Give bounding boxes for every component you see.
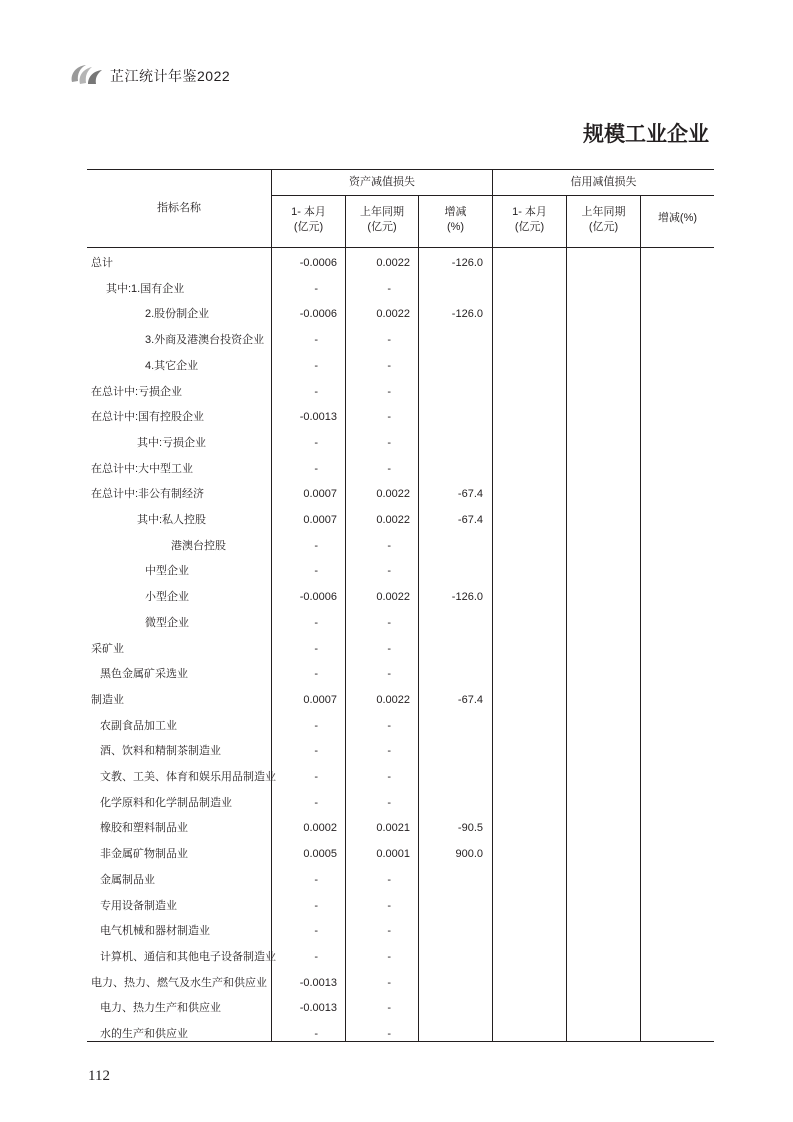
value-cell: -67.4 <box>457 488 483 501</box>
value-cell: 0.0022 <box>376 257 410 269</box>
subheader-line: 上年同期 <box>360 206 404 218</box>
table-header-rule <box>87 247 714 248</box>
value-cell: - <box>387 565 391 578</box>
subheader-prior <box>567 205 640 235</box>
value-cell: - <box>314 616 318 629</box>
value-cell: 0.0022 <box>376 693 410 706</box>
value-cell: - <box>387 616 391 629</box>
table-row <box>87 687 714 713</box>
value-cell: 0.0022 <box>376 308 410 321</box>
row-label: 在总计中:大中型工业 <box>91 462 194 475</box>
table-row <box>87 918 714 944</box>
value-cell: 0.0021 <box>376 822 410 835</box>
row-label: 在总计中:国有控股企业 <box>91 411 205 424</box>
value-cell: - <box>387 411 391 424</box>
value-cell: -90.5 <box>457 822 483 835</box>
value-cell: - <box>314 1028 318 1040</box>
value-cell: - <box>387 642 391 655</box>
row-label: 港澳台控股 <box>171 539 226 552</box>
table-row <box>87 379 714 405</box>
value-cell: 0.0005 <box>303 848 337 861</box>
table-row <box>87 250 714 276</box>
yearbook-logo-icon <box>68 62 106 88</box>
group-rule-asset <box>272 195 492 196</box>
row-label: 3.外商及港澳台投资企业 <box>145 334 265 347</box>
table-row <box>87 790 714 816</box>
row-label: 专用设备制造业 <box>100 899 177 912</box>
table-row <box>87 404 714 430</box>
row-label: 化学原料和化学制品制造业 <box>100 796 232 809</box>
value-cell: -0.0006 <box>299 308 337 321</box>
table-row <box>87 636 714 662</box>
value-cell: - <box>314 334 318 347</box>
value-cell: - <box>387 334 391 347</box>
value-cell: - <box>314 462 318 475</box>
subheader-line: 增减 <box>444 206 467 218</box>
value-cell: - <box>387 976 391 989</box>
table-row <box>87 456 714 482</box>
table-row <box>87 738 714 764</box>
subheader-unit: (亿元) <box>293 221 324 233</box>
subheader-change <box>641 211 714 226</box>
value-cell: - <box>387 925 391 938</box>
table-row <box>87 661 714 687</box>
value-cell: - <box>387 719 391 732</box>
value-cell: -0.0006 <box>299 591 337 604</box>
value-cell: 0.0007 <box>303 488 337 501</box>
table-row <box>87 584 714 610</box>
table-row <box>87 893 714 919</box>
subheader-unit: (亿元) <box>367 221 397 233</box>
value-cell: - <box>314 539 318 552</box>
subheader-unit: (亿元) <box>588 221 619 233</box>
value-cell: - <box>314 950 318 963</box>
row-label: 4.其它企业 <box>145 359 199 372</box>
row-label: 采矿业 <box>91 642 124 655</box>
value-cell: -0.0013 <box>299 1002 337 1015</box>
value-cell: - <box>387 462 391 475</box>
table-row <box>87 327 714 353</box>
value-cell: - <box>314 771 318 783</box>
table-row <box>87 610 714 636</box>
value-cell: - <box>387 873 391 886</box>
value-cell: -126.0 <box>451 308 483 321</box>
table-row <box>87 713 714 739</box>
group-header-credit-impairment: 信用减值损失 <box>570 176 637 188</box>
table-row <box>87 430 714 456</box>
book-title: 芷江统计年鉴2022 <box>110 68 231 84</box>
value-cell: - <box>314 745 318 758</box>
row-label: 电气机械和器材制造业 <box>100 925 210 938</box>
value-cell: 0.0022 <box>376 591 410 604</box>
table-row <box>87 841 714 867</box>
row-label: 金属制品业 <box>100 873 155 886</box>
subheader-line: 上年同期 <box>581 206 626 218</box>
row-label: 总计 <box>91 257 113 269</box>
value-cell: - <box>314 719 318 732</box>
value-cell: -0.0013 <box>299 976 337 989</box>
value-cell: - <box>387 899 391 912</box>
value-cell: - <box>387 282 391 295</box>
row-label: 橡胶和塑料制品业 <box>100 822 188 835</box>
row-label: 电力、热力、燃气及水生产和供应业 <box>91 976 267 989</box>
subheader-current <box>272 205 345 235</box>
value-cell: -126.0 <box>451 257 483 269</box>
group-rule-credit <box>493 195 714 196</box>
table-row <box>87 944 714 970</box>
row-label: 文教、工美、体育和娱乐用品制造业 <box>100 771 276 783</box>
group-header-asset-impairment: 资产减值损失 <box>349 176 415 188</box>
row-label: 黑色金属矿采选业 <box>100 668 188 681</box>
table-row <box>87 815 714 841</box>
subheader-current <box>493 205 566 235</box>
row-label: 其中:1.国有企业 <box>106 282 185 295</box>
table-row <box>87 353 714 379</box>
value-cell: - <box>314 642 318 655</box>
table-row <box>87 481 714 507</box>
row-label: 计算机、通信和其他电子设备制造业 <box>100 950 276 963</box>
section-title: 规模工业企业 <box>583 123 709 146</box>
row-label: 制造业 <box>91 693 124 706</box>
table-row <box>87 995 714 1021</box>
value-cell: - <box>314 565 318 578</box>
value-cell: 900.0 <box>455 848 483 861</box>
table-row <box>87 533 714 559</box>
value-cell: -0.0006 <box>299 257 337 269</box>
row-label: 其中:私人控股 <box>137 514 207 526</box>
subheader-prior <box>346 205 418 235</box>
value-cell: 0.0007 <box>303 693 337 706</box>
value-cell: - <box>314 873 318 886</box>
row-label: 非金属矿物制品业 <box>100 848 188 861</box>
value-cell: - <box>387 359 391 372</box>
value-cell: -126.0 <box>451 591 483 604</box>
subheader-line: 1- 本月 <box>291 206 326 218</box>
value-cell: -67.4 <box>457 693 483 706</box>
value-cell: 0.0022 <box>376 488 410 501</box>
row-label: 酒、饮料和精制茶制造业 <box>100 745 221 758</box>
value-cell: -0.0013 <box>299 411 337 424</box>
value-cell: - <box>387 385 391 398</box>
value-cell: - <box>387 745 391 758</box>
row-label: 其中:亏损企业 <box>137 436 207 449</box>
value-cell: 0.0001 <box>376 848 410 861</box>
table-row <box>87 970 714 996</box>
value-cell: - <box>387 539 391 552</box>
value-cell: - <box>314 385 318 398</box>
value-cell: - <box>314 796 318 809</box>
value-cell: 0.0007 <box>303 514 337 526</box>
row-label: 中型企业 <box>145 565 189 578</box>
value-cell: 0.0002 <box>303 822 337 835</box>
value-cell: - <box>387 668 391 681</box>
value-cell: -67.4 <box>457 514 483 526</box>
page-number: 112 <box>88 1068 110 1084</box>
row-label: 微型企业 <box>145 616 189 629</box>
value-cell: - <box>387 1002 391 1015</box>
value-cell: - <box>387 1028 391 1040</box>
value-cell: - <box>314 925 318 938</box>
row-header-label: 指标名称 <box>157 202 201 214</box>
value-cell: - <box>314 668 318 681</box>
table-top-rule <box>87 169 714 170</box>
subheader-unit: (亿元) <box>514 221 545 233</box>
table-row <box>87 764 714 790</box>
row-label: 农副食品加工业 <box>100 719 177 732</box>
value-cell: - <box>387 436 391 449</box>
subheader-unit: (%) <box>446 221 465 233</box>
row-label: 电力、热力生产和供应业 <box>100 1002 221 1015</box>
value-cell: - <box>314 282 318 295</box>
value-cell: - <box>387 796 391 809</box>
table-row <box>87 1021 714 1047</box>
table-row <box>87 507 714 533</box>
row-label: 小型企业 <box>145 591 189 604</box>
row-label: 在总计中:非公有制经济 <box>91 488 205 501</box>
subheader-line: 1- 本月 <box>512 206 547 218</box>
value-cell: - <box>387 771 391 783</box>
subheader-line: 增减(%) <box>657 212 698 224</box>
table-row <box>87 558 714 584</box>
value-cell: 0.0022 <box>376 514 410 526</box>
subheader-change <box>419 205 492 235</box>
table-row <box>87 867 714 893</box>
table-row <box>87 276 714 302</box>
value-cell: - <box>314 899 318 912</box>
value-cell: - <box>314 359 318 372</box>
row-label: 在总计中:亏损企业 <box>91 385 183 398</box>
value-cell: - <box>387 950 391 963</box>
row-label: 水的生产和供应业 <box>100 1028 188 1040</box>
table-row <box>87 301 714 327</box>
value-cell: - <box>314 436 318 449</box>
row-label: 2.股份制企业 <box>145 308 210 321</box>
